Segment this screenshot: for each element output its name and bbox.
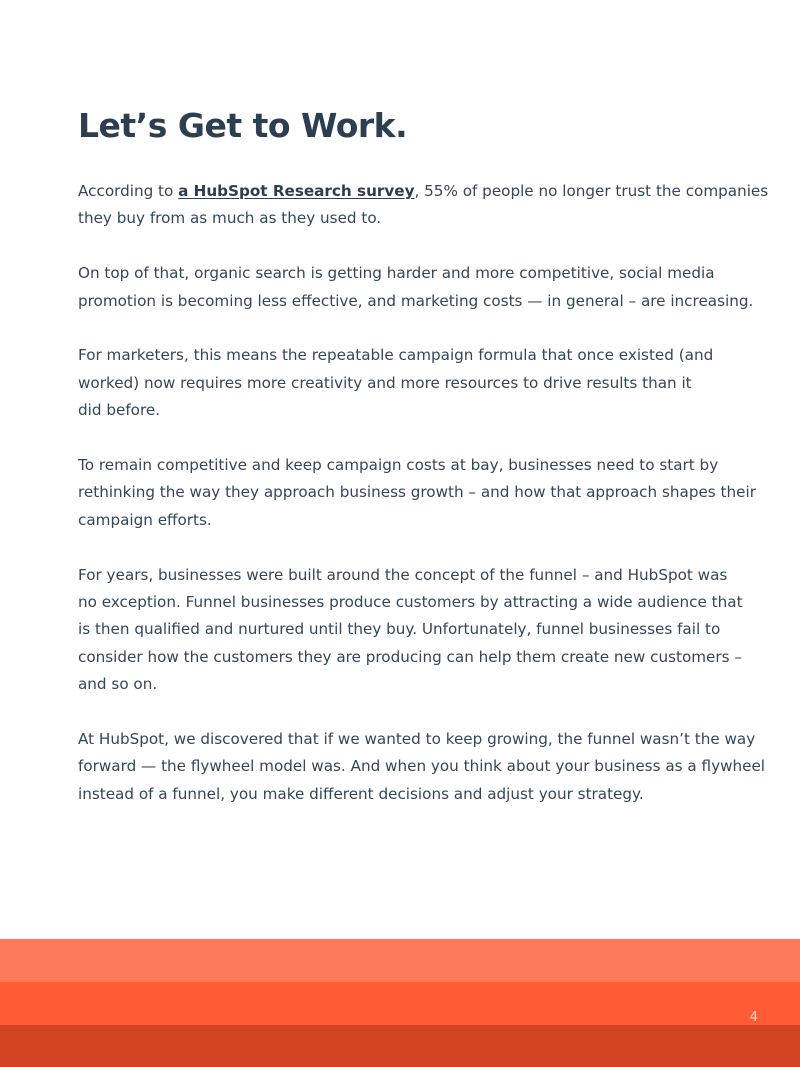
paragraph-line: For years, businesses were built around the concept of the funnel – and HubSpot was (78, 565, 728, 584)
page-number: 4 (749, 1010, 758, 1025)
paragraph-line: worked) now requires more creativity and more resources to drive results than it (78, 373, 692, 392)
paragraph-line: they buy from as much as they used to. (78, 209, 382, 228)
paragraph-trust (78, 178, 769, 233)
footer-stripe-light (0, 939, 800, 982)
paragraph-line: For marketers, this means the repeatable campaign formula that once existed (and (78, 346, 714, 365)
paragraph-funnel (78, 562, 758, 699)
paragraph-line: campaign efforts. (78, 510, 212, 529)
body-text (78, 178, 769, 836)
paragraph-line: consider how the customers they are producing can help them create new customers – (78, 647, 742, 666)
paragraph-line: no exception. Funnel businesses produce customers by attracting a wide audience that (78, 593, 743, 612)
paragraph-line: rethinking the way they approach business growth – and how that approach shapes their (78, 483, 756, 502)
paragraph-line: On top of that, organic search is getting harder and more competitive, social media (78, 264, 715, 283)
paragraph-line: is then qualified and nurtured until they buy. Unfortunately, funnel businesses fail to (78, 620, 721, 639)
page-title: Let’s Get to Work. (78, 106, 408, 145)
footer-band (0, 939, 800, 1067)
paragraph-line: did before. (78, 401, 161, 420)
paragraph-line: To remain competitive and keep campaign costs at bay, businesses need to start by (78, 456, 719, 475)
paragraph-line: forward — the flywheel model was. And when you think about your business as a flywheel (78, 757, 766, 776)
paragraph-line: instead of a funnel, you make different decisions and adjust your strategy. (78, 784, 644, 803)
text-segment: According to (78, 182, 179, 200)
research-survey-link[interactable]: a HubSpot Research survey (178, 182, 415, 200)
text-segment: , 55% of people no longer trust the companies (414, 182, 769, 200)
paragraph-line: At HubSpot, we discovered that if we wanted to keep growing, the funnel wasn’t the way (78, 730, 756, 749)
paragraph-marketers (78, 342, 758, 424)
paragraph-line: and so on. (78, 675, 158, 694)
paragraph-line: promotion is becoming less effective, and marketing costs — in general – are increasing. (78, 291, 754, 310)
paragraph-costs (78, 260, 758, 315)
footer-stripe-dark (0, 1025, 800, 1067)
paragraph-flywheel (78, 726, 766, 808)
paragraph-line (78, 178, 769, 205)
paragraph-competitive (78, 452, 758, 534)
footer-stripe-mid (0, 982, 800, 1025)
